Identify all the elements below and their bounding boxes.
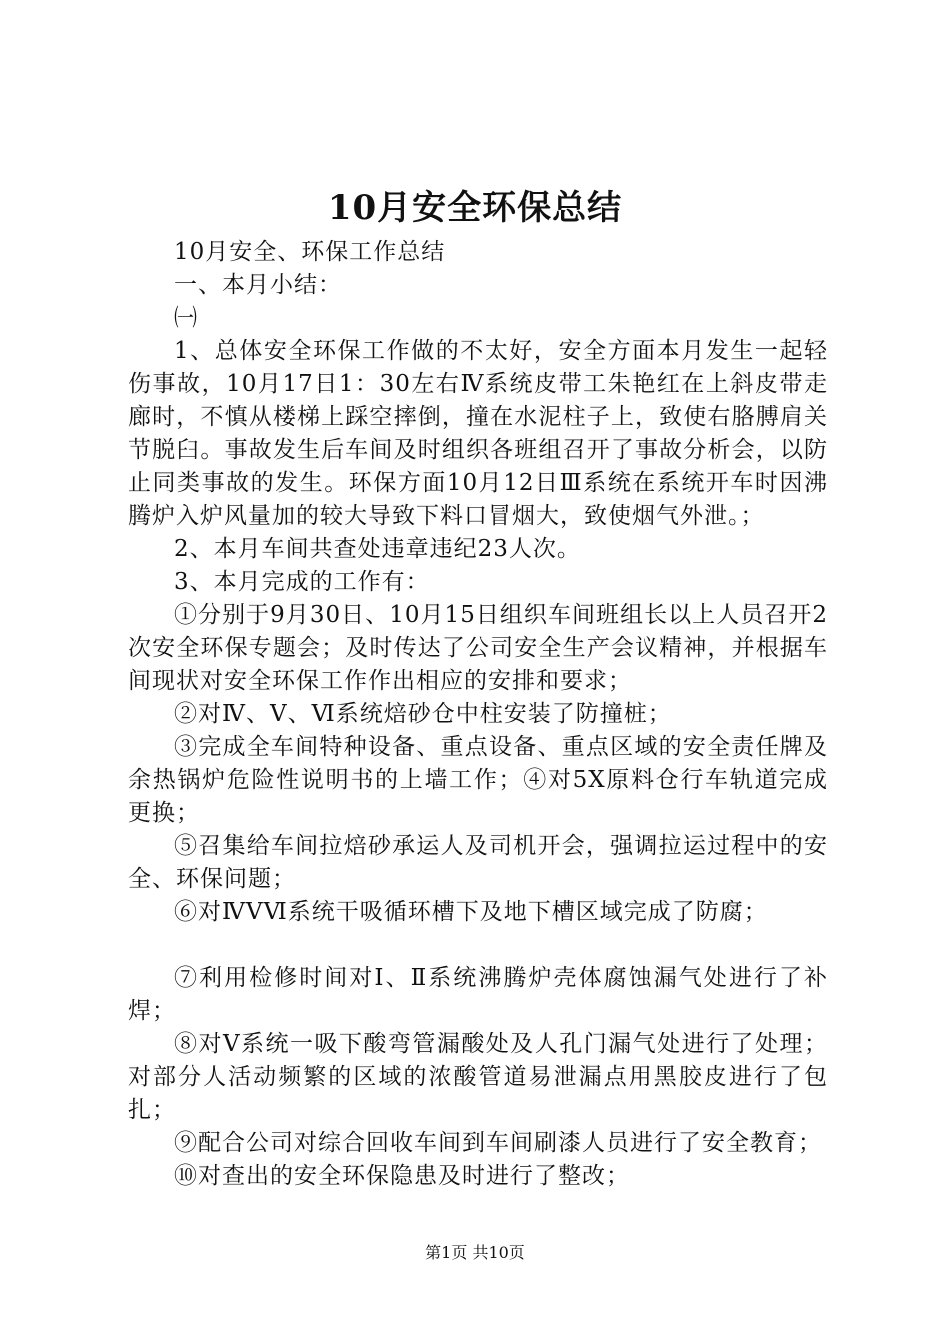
subtitle-paragraph: 10月安全、环保工作总结 xyxy=(174,239,446,265)
work-item-10: ⑩对查出的安全环保隐患及时进行了整改； xyxy=(174,1163,630,1189)
work-item-3: ③完成全车间特种设备、重点设备、重点区域的安全责任牌及余热锅炉危险性说明书的上墙工作；④对5X原料仓行车轨道完成更换； xyxy=(128,734,828,826)
work-item-6: ⑥对ⅣⅤⅥ系统干吸循环槽下及地下槽区域完成了防腐； xyxy=(174,899,768,925)
work-item-8: ⑧对Ⅴ系统一吸下酸弯管漏酸处及人孔门漏气处进行了处理；对部分人活动频繁的区域的浓酸管道易泄漏点用黑胶皮进行了包扎； xyxy=(128,1031,828,1123)
work-item-2: ②对Ⅳ、Ⅴ、Ⅵ系统焙砂仓中柱安装了防撞桩； xyxy=(174,701,672,727)
paragraph-item-2: 2、本月车间共查处违章违纪23人次。 xyxy=(174,536,581,562)
paragraph-item-3: 3、本月完成的工作有： xyxy=(174,569,430,595)
paragraph-item-1: 1、总体安全环保工作做的不太好，安全方面本月发生一起轻伤事故，10月17日1：30左右Ⅳ系统皮带工朱艳红在上斜皮带走廊时，不慎从楼梯上踩空摔倒，撞在水泥柱子上，致使右胳膊肩关节脱臼。事故发生后车间及时组织各班组召开了事故分析会，以防止同类事故的发生。环保方面10月12日Ⅲ系统在系统开车时因沸腾炉入炉风量加的较大导致下料口冒烟大，致使烟气外泄。； xyxy=(128,338,828,529)
page-footer: 第1页 共10页 xyxy=(425,1243,525,1262)
work-item-9: ⑨配合公司对综合回收车间到车间刷漆人员进行了安全教育； xyxy=(174,1130,822,1156)
subsection-marker: ㈠ xyxy=(174,305,198,331)
section-heading: 一、本月小结： xyxy=(174,272,342,298)
document-title: 10月安全环保总结 xyxy=(327,188,623,228)
work-item-5: ⑤召集给车间拉焙砂承运人及司机开会，强调拉运过程中的安全、环保问题； xyxy=(128,833,828,892)
work-item-1: ①分别于9月30日、10月15日组织车间班组长以上人员召开2次安全环保专题会；及时传达了公司安全生产会议精神，并根据车间现状对安全环保工作作出相应的安排和要求； xyxy=(128,602,828,694)
blank-line xyxy=(128,929,828,962)
document-body xyxy=(128,236,828,1193)
work-item-7: ⑦利用检修时间对Ⅰ、Ⅱ系统沸腾炉壳体腐蚀漏气处进行了补焊； xyxy=(128,965,828,1024)
